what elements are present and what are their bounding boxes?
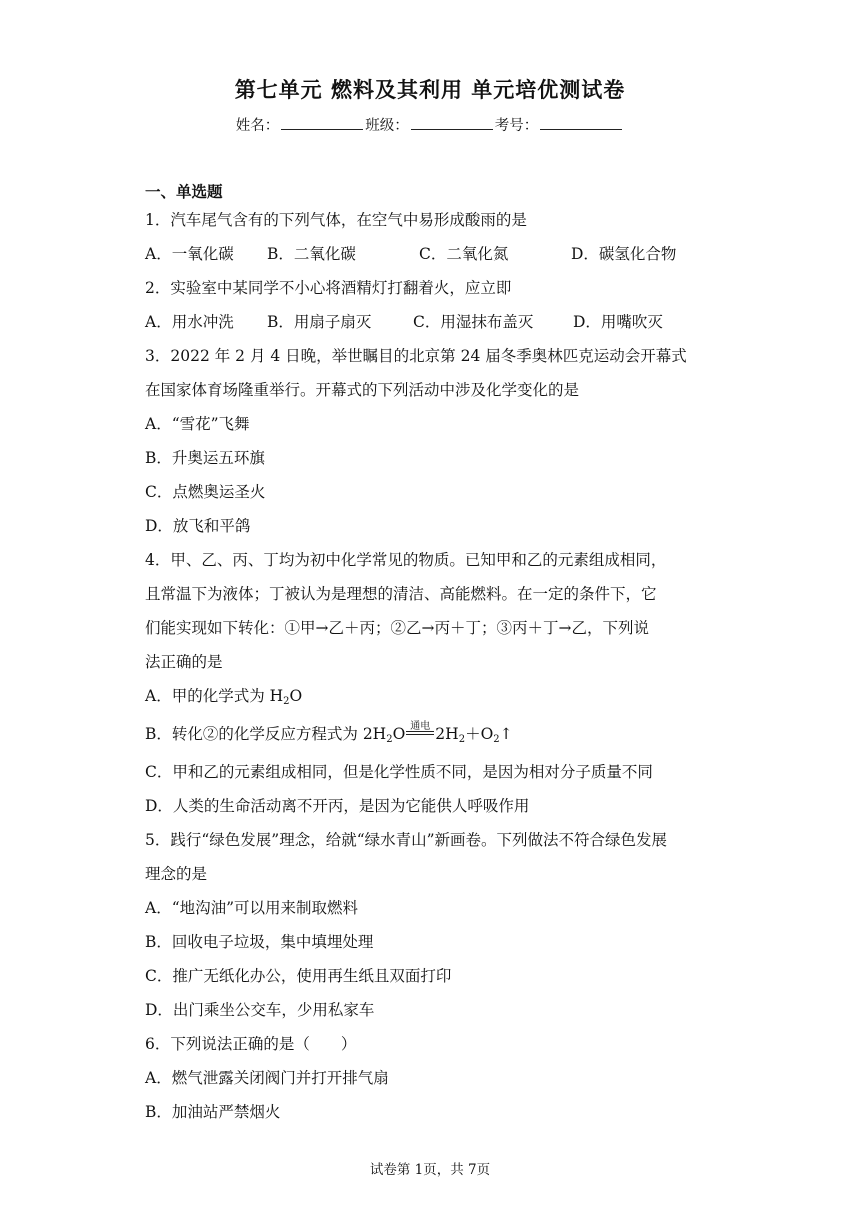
page-footer: 试卷第 1页，共 7页: [369, 1162, 491, 1178]
exam-no-blank: [540, 117, 622, 130]
q2-options: [145, 310, 663, 332]
q2-option-a: A．用水冲洗: [145, 313, 234, 331]
q1-option-c: C．二氧化氮: [419, 245, 509, 263]
q4-a-subscript: 2: [283, 696, 290, 707]
q5-stem-line1: 5．践行“绿色发展”理念，给就“绿水青山”新画卷。下列做法不符合绿色发展: [145, 831, 668, 849]
q4-b-text: B．转化②的化学反应方程式为 2H: [145, 725, 387, 743]
section-heading: 一、单选题: [145, 183, 223, 201]
q4-stem-line4: 法正确的是: [145, 653, 223, 671]
q3-option-a: A．“雪花”飞舞: [145, 415, 250, 433]
q5-option-a: A．“地沟油”可以用来制取燃料: [145, 899, 359, 917]
q5-option-b: B．回收电子垃圾，集中填埋处理: [145, 933, 374, 951]
q5-stem-line2: 理念的是: [145, 865, 208, 883]
q6-option-b: B．加油站严禁烟火: [145, 1103, 281, 1121]
q4-option-a: [145, 684, 302, 707]
q2-option-c: C．用湿抹布盖灭: [413, 313, 534, 331]
q1-option-a: A．一氧化碳: [145, 245, 234, 263]
q4-b-text: O: [392, 725, 406, 743]
gas-arrow-icon: ↑: [499, 725, 513, 743]
class-blank: [411, 117, 493, 130]
q4-b-text: ＋O: [465, 725, 494, 743]
q4-option-b: [145, 722, 513, 745]
exam-title: 第七单元 燃料及其利用 单元培优测试卷: [234, 78, 626, 102]
q4-b-subscript: 2: [493, 734, 500, 745]
q3-stem-line1: 3．2022 年 2 月 4 日晚，举世瞩目的北京第 24 届冬季奥林匹克运动会开幕式: [145, 347, 687, 365]
student-info-line: [0, 114, 860, 135]
q4-option-d: D．人类的生命活动离不开丙，是因为它能供人呼吸作用: [145, 797, 530, 815]
q2-stem: 2．实验室中某同学不小心将酒精灯打翻着火，应立即: [145, 279, 512, 297]
name-label: 姓名：: [235, 118, 280, 134]
q4-stem-line1: 4．甲、乙、丙、丁均为初中化学常见的物质。已知甲和乙的元素组成相同，: [145, 551, 667, 569]
q1-options: [145, 242, 676, 264]
q3-option-c: C．点燃奥运圣火: [145, 483, 266, 501]
q3-option-d: D．放飞和平鸽: [145, 517, 251, 535]
q5-option-c: C．推广无纸化办公，使用再生纸且双面打印: [145, 967, 452, 985]
q4-b-subscript: 2: [458, 734, 466, 745]
q6-stem: 6．下列说法正确的是（ ）: [145, 1035, 357, 1053]
q4-b-text: 2H: [435, 725, 459, 743]
q1-stem: 1．汽车尾气含有的下列气体，在空气中易形成酸雨的是: [145, 211, 527, 229]
q6-option-a: A．燃气泄露关闭阀门并打开排气扇: [145, 1069, 389, 1087]
q4-a-text: A．甲的化学式为 H: [145, 687, 284, 705]
q4-stem-line2: 且常温下为液体；丁被认为是理想的清洁、高能燃料。在一定的条件下，它: [145, 585, 657, 603]
q2-option-b: B．用扇子扇灭: [267, 313, 372, 331]
q4-b-subscript: 2: [386, 734, 393, 745]
q3-stem-line2: 在国家体育场隆重举行。开幕式的下列活动中涉及化学变化的是: [145, 381, 580, 399]
exam-no-label: 考号：: [494, 118, 539, 134]
q4-a-text-end: O: [289, 687, 303, 705]
q5-option-d: D．出门乘坐公交车，少用私家车: [145, 1001, 375, 1019]
name-blank: [281, 117, 363, 130]
q4-stem-line3: 们能实现如下转化：①甲→乙＋丙；②乙→丙＋丁；③丙＋丁→乙，下列说: [145, 619, 649, 637]
class-label: 班级：: [365, 118, 409, 134]
q4-option-c: C．甲和乙的元素组成相同，但是化学性质不同，是因为相对分子质量不同: [145, 763, 653, 781]
q1-option-b: B．二氧化碳: [267, 245, 356, 263]
reaction-condition-sign: [406, 721, 434, 735]
q3-option-b: B．升奥运五环旗: [145, 449, 265, 467]
q1-option-d: D．碳氢化合物: [571, 245, 677, 263]
reaction-condition-label: 通电: [410, 721, 431, 732]
q2-option-d: D．用嘴吹灭: [573, 313, 663, 331]
